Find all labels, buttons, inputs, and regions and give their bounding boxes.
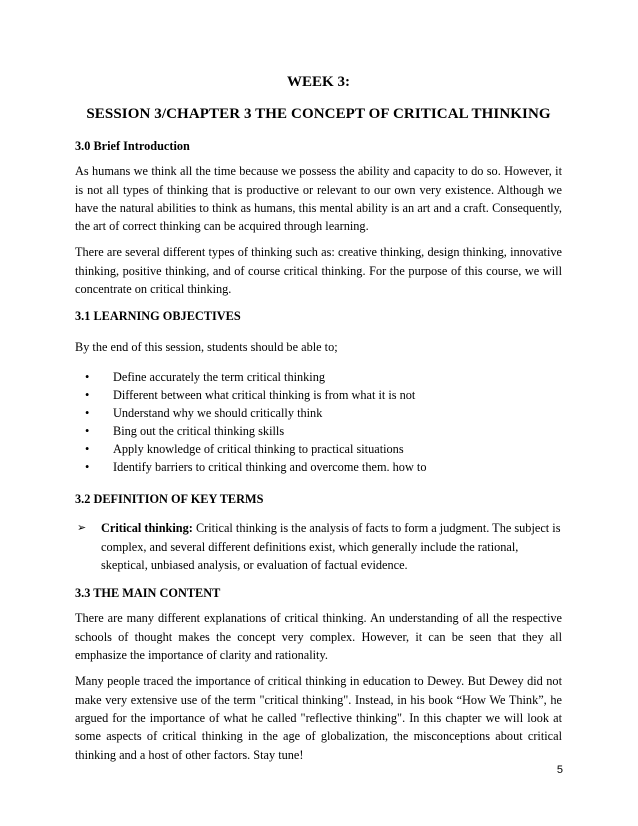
definition-text: Critical thinking is the analysis of facts to form a judgment. The subject is complex, and several different definitions exist, which generally include the rational, skeptical, unbiased analysis, or evaluation of factual evidence.: [101, 521, 561, 572]
main-paragraph-1: There are many different explanations of critical thinking. An understanding of all the respective schools of thought makes the concept very complex. However, it can be seen that they all emphasize the importance of clarity and rationality.: [75, 611, 562, 663]
list-item: [85, 404, 562, 422]
list-item: [85, 368, 562, 386]
chapter-title: SESSION 3/CHAPTER 3 THE CONCEPT OF CRITICAL THINKING: [86, 106, 551, 122]
definition-item: [75, 519, 562, 574]
objectives-lead: By the end of this session, students should be able to;: [75, 339, 338, 354]
list-item: [85, 422, 562, 440]
list-item: [85, 440, 562, 458]
definitions-heading: 3.2 DEFINITION OF KEY TERMS: [75, 491, 264, 506]
list-item: [85, 458, 562, 476]
list-item-text: Define accurately the term critical thinking: [113, 369, 326, 384]
bullet-icon: •: [85, 405, 90, 420]
arrow-bullet-icon: ➢: [77, 521, 87, 535]
main-content-heading: 3.3 THE MAIN CONTENT: [75, 586, 221, 601]
bullet-icon: •: [85, 369, 90, 384]
list-item-text: Different between what critical thinking is from what it is not: [113, 387, 416, 402]
list-item-text: Apply knowledge of critical thinking to practical situations: [113, 441, 404, 456]
list-item: [85, 386, 562, 404]
intro-paragraph-2: There are several different types of thinking such as: creative thinking, design thinking, innovative thinking, positive thinking, and of course critical thinking. For the purpose of this course, we will concentrate on critical thinking.: [75, 245, 562, 297]
list-item-text: Understand why we should critically think: [113, 405, 323, 420]
main-paragraph-2: Many people traced the importance of critical thinking in education to Dewey. But Dewey did not make very extensive use of the term "critical thinking". Instead, in his book “How We Think”, he argued for the importance of what he called "reflective thinking". In this chapter we will look at some aspects of critical thinking in the age of globalization, the misconceptions about critical thinking and a host of other factors. Stay tune!: [75, 674, 562, 762]
list-item-text: Bing out the critical thinking skills: [113, 423, 285, 438]
bullet-icon: •: [85, 441, 90, 456]
intro-paragraph-1: As humans we think all the time because we possess the ability and capacity to do so. However, it is not all types of thinking that is productive or relevant to our own very existence. Although we have the natural abilities to think as humans, this mental ability is an art and a craft. Consequently, the art of correct thinking can be acquired through learning.: [75, 164, 562, 234]
week-title: WEEK 3:: [287, 74, 350, 90]
bullet-icon: •: [85, 423, 90, 438]
objectives-list: [75, 368, 562, 476]
objectives-heading: 3.1 LEARNING OBJECTIVES: [75, 309, 241, 324]
bullet-icon: •: [85, 459, 90, 474]
bullet-icon: •: [85, 387, 90, 402]
list-item-text: Identify barriers to critical thinking and overcome them. how to: [113, 459, 427, 474]
intro-heading: 3.0 Brief Introduction: [75, 139, 190, 153]
definition-term: Critical thinking:: [101, 521, 193, 536]
page-number: 5: [556, 764, 563, 776]
